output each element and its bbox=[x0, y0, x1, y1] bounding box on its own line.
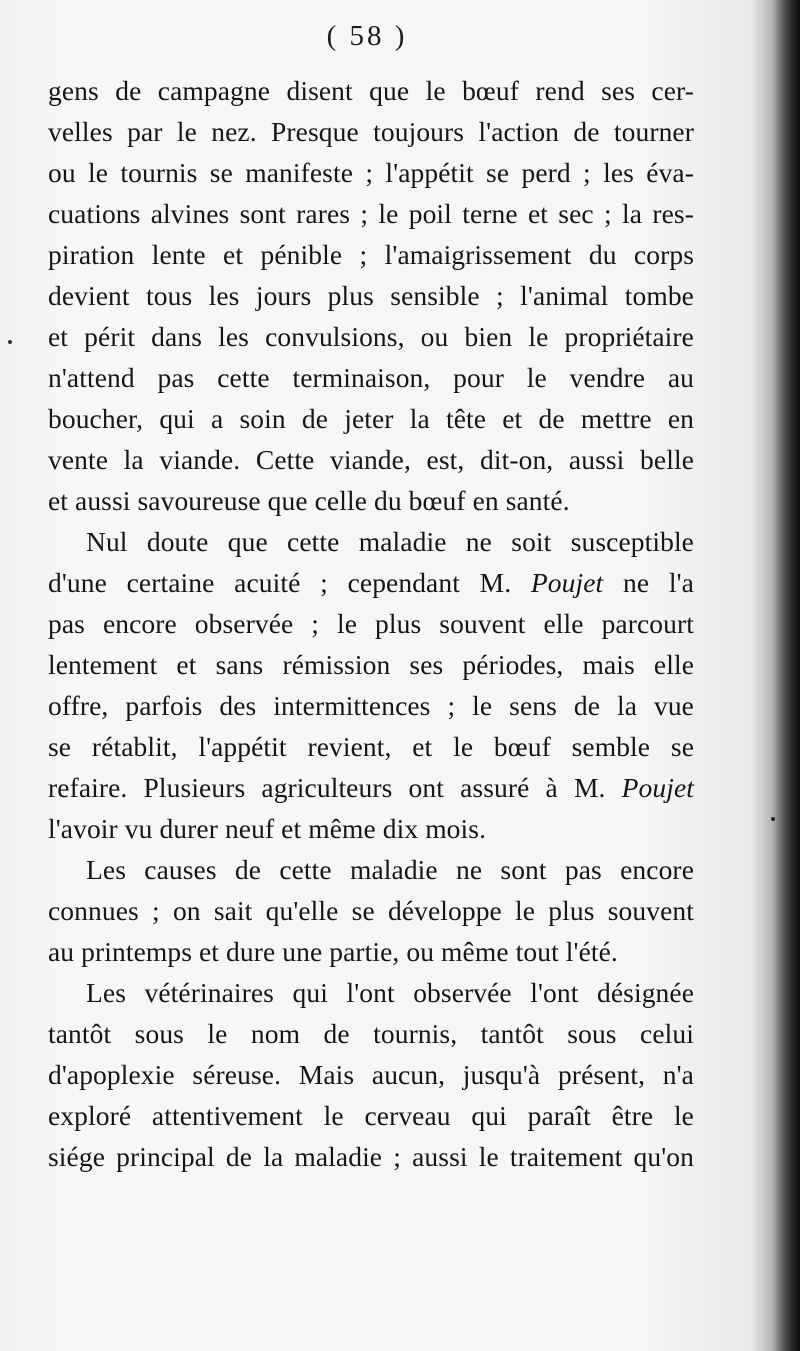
text-line: tantôt sous le nom de tournis, tantôt sous celui bbox=[48, 1018, 694, 1049]
text-line: se rétablit, l'appétit revient, et le bœuf semble se bbox=[48, 731, 694, 762]
text-line: vente la viande. Cette viande, est, dit-on, aussi belle bbox=[48, 444, 694, 475]
text-line: ou le tournis se manifeste ; l'appétit se perd ; les éva- bbox=[48, 157, 694, 188]
text-line: siége principal de la maladie ; aussi le traitement qu'on bbox=[48, 1141, 694, 1172]
paper-speck bbox=[8, 340, 12, 344]
text-line: velles par le nez. Presque toujours l'action de tourner bbox=[48, 116, 694, 147]
text-line: offre, parfois des intermittences ; le sens de la vue bbox=[48, 690, 694, 721]
paragraph-2 bbox=[48, 521, 694, 849]
text-line: au printemps et dure une partie, ou même tout l'été. bbox=[48, 936, 618, 967]
paragraph-4 bbox=[48, 972, 694, 1177]
text-line: d'apoplexie séreuse. Mais aucun, jusqu'à présent, n'a bbox=[48, 1059, 694, 1090]
name-poujet: Poujet bbox=[621, 772, 694, 803]
text-line: exploré attentivement le cerveau qui paraît être le bbox=[48, 1100, 694, 1131]
text-line: boucher, qui a soin de jeter la tête et de mettre en bbox=[48, 403, 694, 434]
text-line: Les causes de cette maladie ne sont pas encore bbox=[86, 854, 694, 885]
text-line: et périt dans les convulsions, ou bien le propriétaire bbox=[48, 321, 694, 352]
text-line: cuations alvines sont rares ; le poil terne et sec ; la res- bbox=[48, 198, 694, 229]
text-fragment: d'une certaine acuité ; cependant M. bbox=[48, 567, 531, 598]
binding-shadow bbox=[772, 0, 800, 1351]
text-line: pas encore observée ; le plus souvent elle parcourt bbox=[48, 608, 694, 639]
paragraph-3 bbox=[48, 849, 694, 972]
text-fragment: refaire. Plusieurs agriculteurs ont assuré à M. bbox=[48, 772, 622, 803]
text-line: lentement et sans rémission ses périodes, mais elle bbox=[48, 649, 694, 680]
text-fragment: ne l'a bbox=[603, 567, 694, 598]
paragraph-1 bbox=[48, 70, 694, 521]
text-line: l'avoir vu durer neuf et même dix mois. bbox=[48, 813, 487, 844]
text-line: gens de campagne disent que le bœuf rend ses cer- bbox=[48, 75, 694, 106]
page-body-text bbox=[48, 70, 694, 1177]
page-number: ( 58 ) bbox=[326, 20, 408, 52]
text-line: connues ; on sait qu'elle se développe le plus souvent bbox=[48, 895, 694, 926]
text-line: Les vétérinaires qui l'ont observée l'ont désignée bbox=[86, 977, 694, 1008]
text-line: n'attend pas cette terminaison, pour le vendre au bbox=[48, 362, 694, 393]
text-line: Nul doute que cette maladie ne soit susceptible bbox=[86, 526, 694, 557]
text-line bbox=[48, 767, 694, 808]
text-line bbox=[48, 562, 694, 603]
name-poujet: Poujet bbox=[530, 567, 604, 598]
text-line: et aussi savoureuse que celle du bœuf en santé. bbox=[48, 485, 570, 516]
paper-speck bbox=[771, 817, 775, 821]
text-line: devient tous les jours plus sensible ; l'animal tombe bbox=[48, 280, 694, 311]
text-line: piration lente et pénible ; l'amaigrissement du corps bbox=[48, 239, 694, 270]
